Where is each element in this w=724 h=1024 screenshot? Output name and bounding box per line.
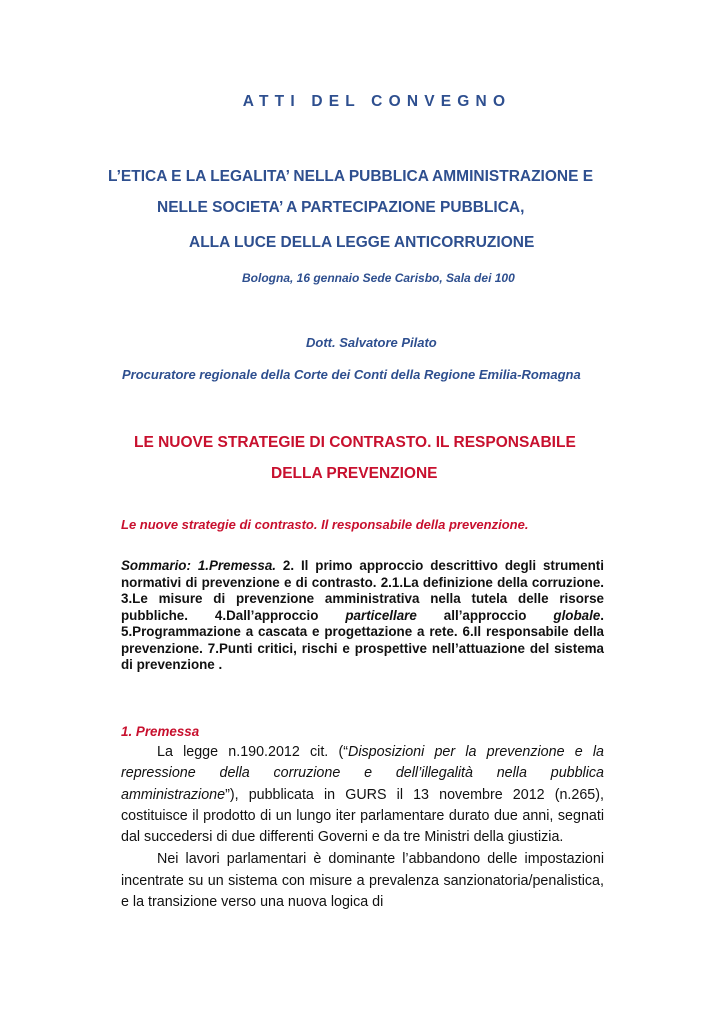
topic-subtitle: Le nuove strategie di contrasto. Il responsabile della prevenzione.	[121, 517, 529, 532]
section-heading-premessa: 1. Premessa	[121, 724, 200, 739]
sommario-globale: globale	[553, 607, 601, 623]
section-body	[121, 742, 604, 913]
sommario-text-1: 2. Il primo approccio descrittivo degli strumenti normativi di prevenzione e di contrasto. 2.1.La definizione della corruzione. 3.Le misure di prevenzione amministrativa nella tutela delle risorse pubbliche. 4.Dall’approccio	[121, 558, 604, 623]
paragraph-2: Nei lavori parlamentari è dominante l’abbandono delle impostazioni incentrate su un sistema con misure a prevalenza sanzionatoria/penalistica, e la transizione verso una nuova logica di	[121, 851, 604, 911]
sommario-label: Sommario: 1.Premessa.	[121, 558, 277, 573]
title-line-1: L’ETICA E LA LEGALITA’ NELLA PUBBLICA AMMINISTRAZIONE E	[108, 168, 594, 185]
topic-line-2: DELLA PREVENZIONE	[271, 465, 438, 482]
p1-text-a: La legge n.190.2012 cit. (“	[157, 744, 348, 760]
paragraph-1	[121, 742, 604, 848]
event-location: Bologna, 16 gennaio Sede Carisbo, Sala dei 100	[242, 271, 515, 285]
title-line-2: NELLE SOCIETA’ A PARTECIPAZIONE PUBBLICA,	[157, 199, 525, 216]
sommario-particellare: particellare	[345, 607, 417, 623]
p1-law-title: Disposizioni per la prevenzione e la repressione della corruzione e dell’illegalità nella pubblica amministrazione	[121, 744, 604, 803]
topic-line-1: LE NUOVE STRATEGIE DI CONTRASTO. IL RESPONSABILE	[134, 434, 576, 451]
sommario-text-2: all’approccio	[416, 607, 554, 623]
convegno-heading: ATTI DEL CONVEGNO	[242, 93, 512, 110]
author-role: Procuratore regionale della Corte dei Conti della Regione Emilia-Romagna	[122, 367, 581, 382]
sommario	[121, 558, 604, 674]
title-line-3: ALLA LUCE DELLA LEGGE ANTICORRUZIONE	[189, 234, 535, 251]
author-name: Dott. Salvatore Pilato	[306, 335, 437, 350]
sommario-text-3: . 5.Programmazione a cascata e progettazione a rete. 6.Il responsabile della prevenzione. 7.Punti critici, rischi e prospettive nell’attuazione del sistema di prevenzione .	[121, 607, 604, 672]
p1-text-b: ”), pubblicata in GURS il 13 novembre 2012 (n.265), costituisce il prodotto di un lungo iter parlamentare durato due anni, segnati dal succedersi di due differenti Governi e da tre Ministri della giustizia.	[121, 786, 604, 846]
